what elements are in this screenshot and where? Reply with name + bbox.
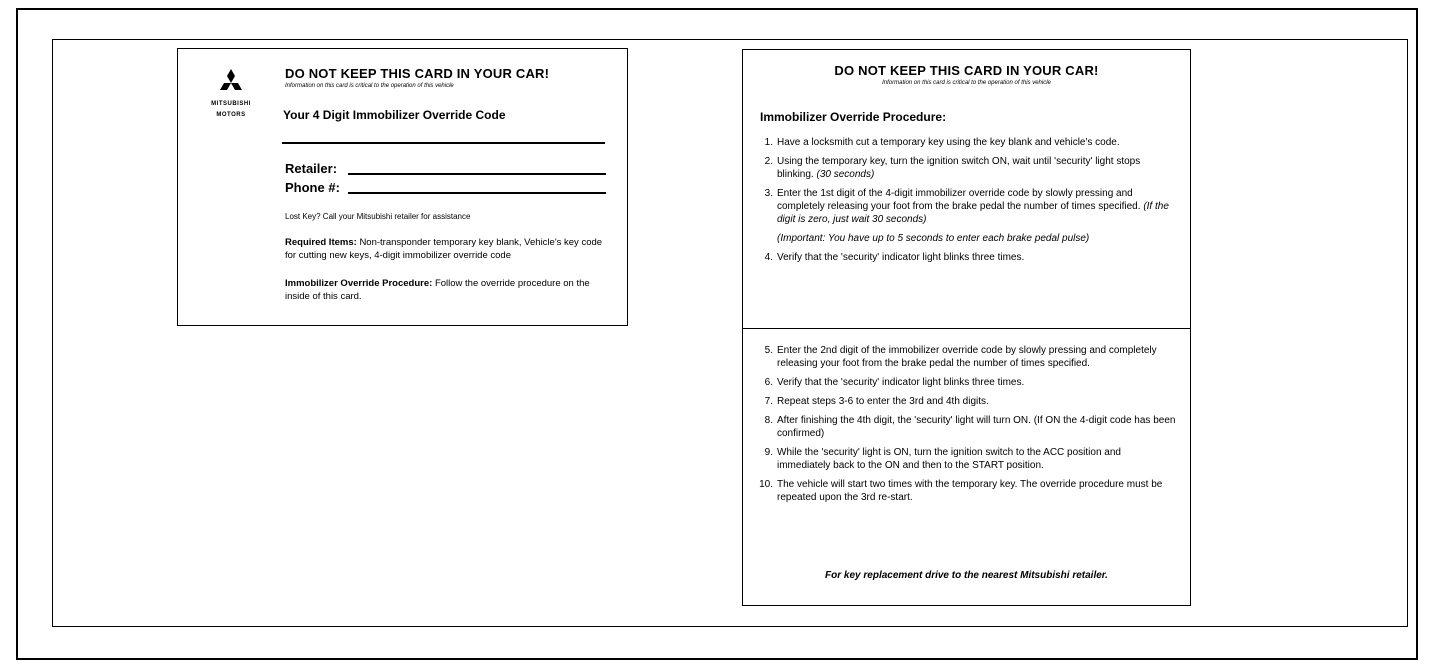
back-warning-sub: Information on this card is critical to the operation of this vehicle: [882, 80, 1051, 86]
step-text: Repeat steps 3-6 to enter the 3rd and 4th digits.: [777, 396, 989, 407]
phone-line: [348, 192, 606, 194]
step-text: After finishing the 4th digit, the 'security' light will turn ON. (If ON the 4-digit code has been confirmed): [777, 415, 1176, 439]
step-number: 8.: [764, 415, 773, 426]
mitsubishi-logo: [196, 69, 266, 119]
step-note: (30 seconds): [816, 169, 875, 180]
step-text: Enter the 1st digit of the 4-digit immobilizer override code by slowly pressing and completely releasing your foot from the brake pedal the number of times specified.: [777, 188, 1141, 212]
step-number: 2.: [764, 156, 773, 167]
override-procedure-text: Follow the override procedure on the inside of this card.: [285, 278, 590, 302]
step-number: 5.: [764, 345, 773, 356]
step-item: [757, 251, 1177, 264]
brand-line1: MITSUBISHI: [211, 101, 251, 107]
lost-key-text: Lost Key? Call your Mitsubishi retailer for assistance: [285, 212, 471, 221]
step-number: 4.: [764, 252, 773, 263]
step-number: 6.: [764, 377, 773, 388]
step-text: Using the temporary key, turn the ignition switch ON, wait until 'security' light stops blinking.: [777, 156, 1141, 180]
step-item: [757, 344, 1177, 370]
override-procedure-label: Immobilizer Override Procedure:: [285, 278, 433, 289]
step-item: [757, 376, 1177, 389]
retailer-line: [348, 173, 606, 175]
step-number: 9.: [764, 447, 773, 458]
steps-top-list: [757, 136, 1177, 264]
step-item: [757, 478, 1177, 504]
procedure-title: Immobilizer Override Procedure:: [760, 110, 947, 124]
important-note: [757, 232, 1177, 245]
step-text: Verify that the 'security' indicator light blinks three times.: [777, 252, 1025, 263]
override-code-label: Your 4 Digit Immobilizer Override Code: [283, 108, 506, 122]
override-code-line: [282, 142, 605, 144]
step-item: [757, 395, 1177, 408]
step-number: 3.: [764, 188, 773, 199]
replacement-footer: For key replacement drive to the nearest Mitsubishi retailer.: [825, 570, 1108, 581]
required-items-text: Non-transponder temporary key blank, Vehicle's key code for cutting new keys, 4-digit immobilizer override code: [285, 237, 603, 261]
step-text: The vehicle will start two times with the temporary key. The override procedure must be repeated upon the 3rd re-start.: [777, 479, 1163, 503]
step-item: [757, 446, 1177, 472]
step-text: Have a locksmith cut a temporary key using the key blank and vehicle's code.: [777, 137, 1120, 148]
required-items-label: Required Items:: [285, 237, 357, 248]
step-number: 10.: [759, 479, 773, 490]
back-warning: DO NOT KEEP THIS CARD IN YOUR CAR!: [834, 63, 1099, 78]
step-item: [757, 155, 1177, 181]
step-item: [757, 414, 1177, 440]
step-item: [757, 136, 1177, 149]
step-text: While the 'security' light is ON, turn the ignition switch to the ACC position and immediately back to the ON and then to the START position.: [777, 447, 1121, 471]
step-item: [757, 187, 1177, 226]
brand-line2: MOTORS: [216, 112, 246, 118]
override-procedure-note: [285, 277, 615, 303]
fold-line: [743, 328, 1190, 329]
retailer-label: Retailer:: [285, 161, 338, 176]
steps-bottom-list: [757, 344, 1177, 504]
front-warning: DO NOT KEEP THIS CARD IN YOUR CAR!: [285, 66, 550, 81]
required-items: [285, 236, 615, 262]
card-back: [742, 49, 1191, 606]
step-text: Verify that the 'security' indicator light blinks three times.: [777, 377, 1025, 388]
step-number: 1.: [764, 137, 773, 148]
important-text: (Important: You have up to 5 seconds to enter each brake pedal pulse): [777, 233, 1090, 244]
step-text: Enter the 2nd digit of the immobilizer override code by slowly pressing and completely releasing your foot from the brake pedal the number of times specified.: [777, 345, 1157, 369]
step-note: (If the digit is zero, just wait 30 seconds): [777, 201, 1169, 225]
step-number: 7.: [764, 396, 773, 407]
card-front: [177, 48, 628, 326]
three-diamonds-icon: [216, 69, 246, 97]
phone-label: Phone #:: [285, 180, 340, 195]
front-warning-sub: Information on this card is critical to the operation of this vehicle: [285, 83, 454, 89]
